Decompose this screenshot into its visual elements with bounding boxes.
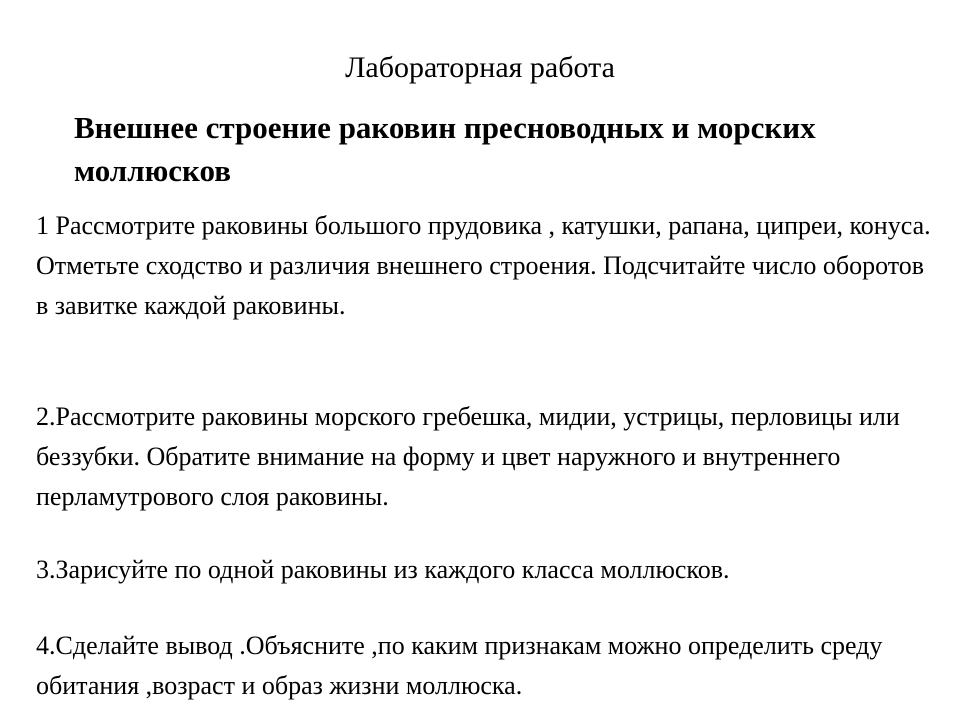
- task-item-1: 1 Рассмотрите раковины большого прудовика , катушки, рапана, ципреи, конуса. Отметьте сходство и различия внешнего строения. Подсчитайте число оборотов в завитке каждой раковины.: [36, 211, 931, 320]
- task-item-3: 3.Зарисуйте по одной раковины из каждого класса моллюсков.: [36, 555, 730, 584]
- slide-subtitle: Лабораторная работа: [345, 51, 615, 84]
- task-item-2: 2.Рассмотрите раковины морского гребешка, мидии, устрицы, перловицы или беззубки. Обратите внимание на форму и цвет наружного и внутреннего перламутрового слоя раковины.: [36, 402, 900, 511]
- task-item-4: 4.Сделайте вывод .Объясните ,по каким признакам можно определить среду обитания ,возраст и образ жизни моллюска.: [36, 631, 883, 700]
- slide-title: Внешнее строение раковин пресноводных и морских моллюсков: [74, 110, 816, 188]
